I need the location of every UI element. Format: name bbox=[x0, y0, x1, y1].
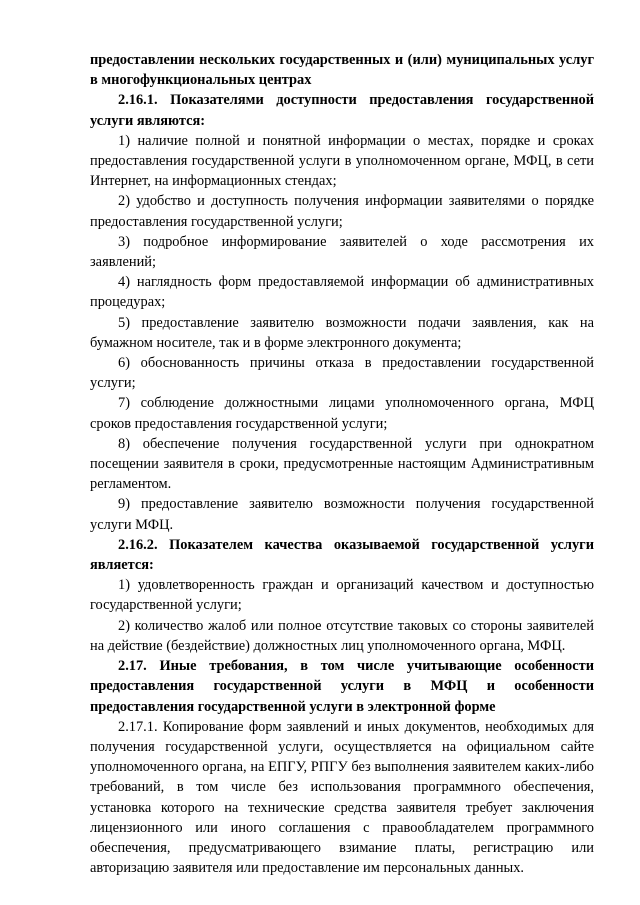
document-body bbox=[90, 50, 594, 878]
list-item: 4) наглядность форм предоставляемой информации об административных процедурах; bbox=[90, 274, 594, 311]
list-item: 3) подробное информирование заявителей о ходе рассмотрения их заявлений; bbox=[90, 233, 594, 271]
list-item: 6) обоснованность причины отказа в предоставлении государственной услуги; bbox=[90, 355, 594, 392]
list-item: 8) обеспечение получения государственной услуги при однократном посещении заявителя в сроки, предусмотренные настоящим Административным регламентом. bbox=[90, 435, 594, 493]
list-item: 1) наличие полной и понятной информации о местах, порядке и сроках предоставления государственной услуги в уполномоченном органе, МФЦ, в сети Интернет, на информационных стендах; bbox=[90, 132, 594, 190]
section-heading-2-16-2: 2.16.2. Показателем качества оказываемой государственной услуги является: bbox=[90, 536, 594, 574]
list-item: 7) соблюдение должностными лицами уполномоченного органа, МФЦ сроков предоставления государственной услуги; bbox=[90, 395, 594, 432]
list-item: 2) количество жалоб или полное отсутствие таковых со стороны заявителей на действие (бездействие) должностных лиц уполномоченного органа, МФЦ. bbox=[90, 617, 594, 654]
list-item: 1) удовлетворенность граждан и организаций качеством и доступностью государственной услуги; bbox=[90, 577, 594, 614]
continuation-paragraph: предоставлении нескольких государственных и (или) муниципальных услуг в многофункциональных центрах bbox=[90, 52, 594, 89]
list-item: 2.17.1. Копирование форм заявлений и иных документов, необходимых для получения государственной услуги, осуществляется на официальном сайте уполномоченного органа, на ЕПГУ, РПГУ без выполнения заявителем каких-либо требований, в том числе без использования программного обеспечения, установка которого на технические средства заявителя требует заключения лицензионного или иного соглашения с правообладателем программного обеспечения, предусматривающего взимание платы, регистрацию или авторизацию заявителя или предоставление им персональных данных. bbox=[90, 718, 594, 877]
list-item: 2) удобство и доступность получения информации заявителями о порядке предоставления государственной услуги; bbox=[90, 193, 594, 230]
list-item: 5) предоставление заявителю возможности подачи заявления, как на бумажном носителе, так и в форме электронного документа; bbox=[90, 314, 594, 351]
section-heading-2-16-1: 2.16.1. Показателями доступности предоставления государственной услуги являются: bbox=[90, 92, 594, 129]
section-heading-2-17: 2.17. Иные требования, в том числе учитывающие особенности предоставления государственной услуги в МФЦ и особенности предоставления государственной услуги в электронной форме bbox=[90, 658, 594, 715]
list-item: 9) предоставление заявителю возможности получения государственной услуги МФЦ. bbox=[90, 496, 594, 533]
